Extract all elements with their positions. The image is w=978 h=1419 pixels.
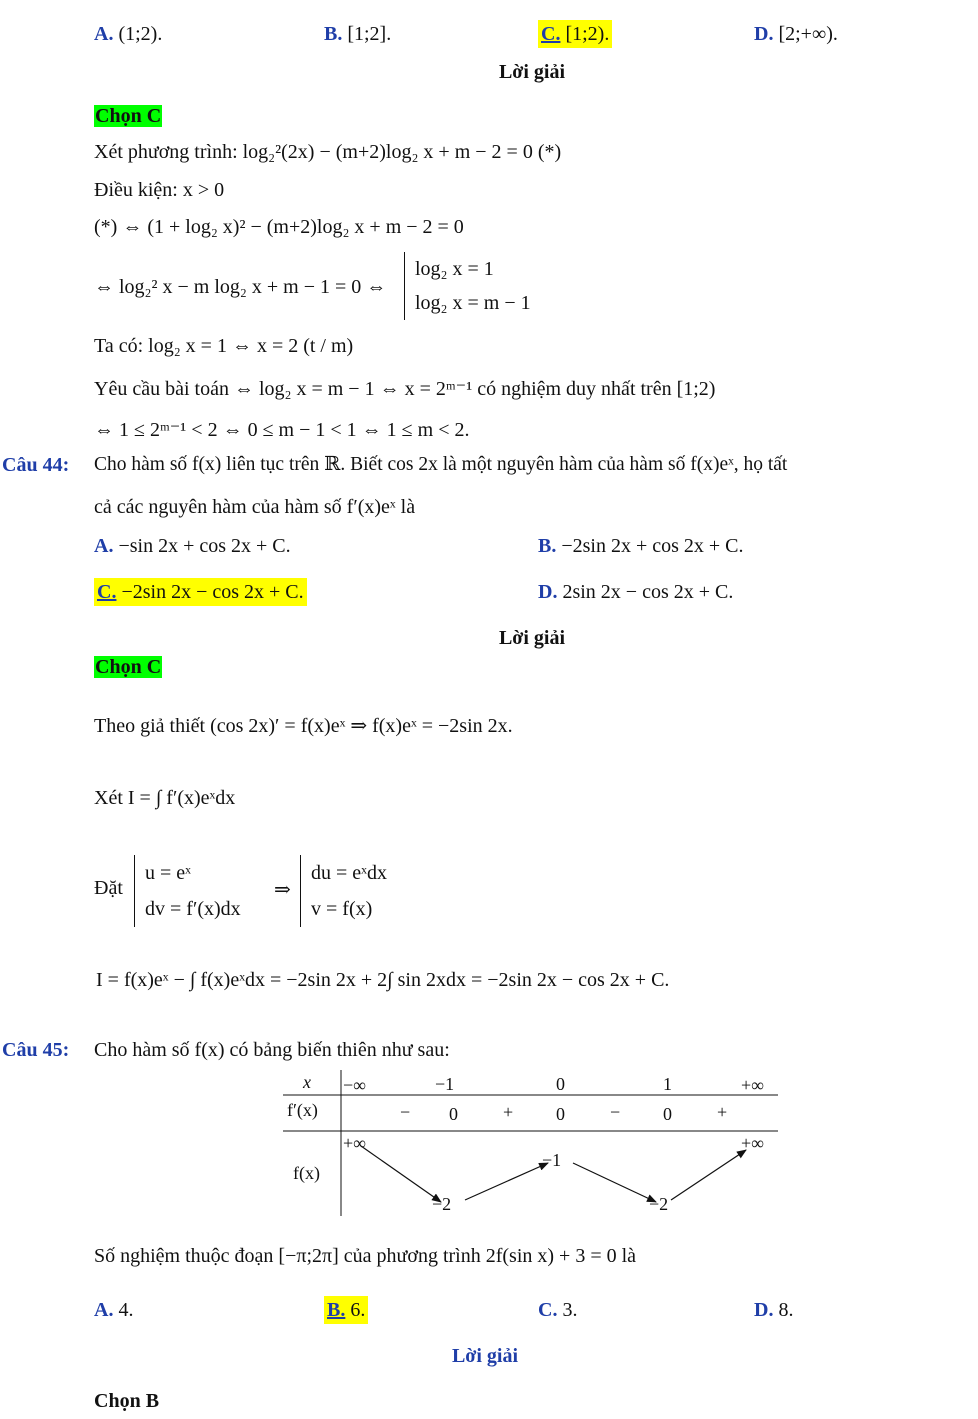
answer-text: 3. [562, 1299, 578, 1321]
q44-sys-right-2: v = f(x) [311, 898, 373, 920]
q44-sys-right-1: du = eˣdx [311, 862, 387, 884]
answer-text: [1;2]. [347, 23, 392, 45]
q43-answer-c[interactable] [538, 20, 612, 48]
answer-label: C. [538, 1299, 558, 1321]
arrow-down-2 [573, 1163, 656, 1202]
q43-case-2: log₂ x = m − 1 [415, 292, 531, 314]
q45-choice: Chọn B [94, 1390, 160, 1412]
q43-line-2: Điều kiện: x > 0 [94, 179, 225, 201]
answer-label: D. [538, 581, 558, 603]
q44-text-1: Cho hàm số f(x) liên tục trên ℝ. Biết cos 2x là một nguyên hàm của hàm số f(x)eˣ, họ tất [94, 454, 788, 475]
answer-text: 8. [778, 1299, 794, 1321]
q43-line-3: (*) ⇔ (1 + log₂ x)² − (m+2)log₂ x + m − 2 = 0 [94, 216, 464, 238]
f-val-0: +∞ [343, 1133, 366, 1153]
x-val-4: +∞ [741, 1075, 764, 1095]
q44-solution-title: Lời giải [498, 627, 566, 649]
q44-line-2: Xét I = ∫ f′(x)eˣdx [94, 787, 236, 809]
answer-text: 2sin 2x − cos 2x + C. [562, 581, 734, 603]
answer-label: D. [754, 23, 774, 45]
f-val-3: −2 [649, 1194, 669, 1214]
q44-sys-left-1: u = eˣ [145, 862, 191, 884]
fp-val-1: 0 [449, 1104, 458, 1124]
q43-answer-a[interactable] [94, 22, 162, 46]
q44-line-1: Theo giả thiết (cos 2x)′ = f(x)eˣ ⇒ f(x)eˣ = −2sin 2x. [94, 715, 513, 737]
q43-case-1: log₂ x = 1 [415, 258, 494, 280]
answer-text: [1;2). [565, 23, 610, 45]
q44-answer-d[interactable] [538, 580, 733, 604]
x-val-2: 0 [556, 1074, 565, 1094]
arrow-up-2 [671, 1150, 746, 1200]
q45-text: Cho hàm số f(x) có bảng biến thiên như sau: [94, 1039, 450, 1061]
q43-solution-title: Lời giải [498, 61, 566, 83]
arrow-up-1 [465, 1163, 548, 1200]
row-label-f: f(x) [293, 1163, 320, 1183]
fp-sign-6: + [717, 1102, 728, 1122]
fp-val-5: 0 [663, 1104, 672, 1124]
q45-answer-a[interactable] [94, 1298, 133, 1322]
q44-answer-b[interactable] [538, 534, 744, 558]
q43-line-6: Yêu cầu bài toán ⇔ log₂ x = m − 1 ⇔ x = 2ᵐ⁻¹ có nghiệm duy nhất trên [1;2) [94, 378, 716, 400]
answer-label: D. [754, 1299, 774, 1321]
fp-sign-4: − [610, 1102, 621, 1122]
answer-label: B. [538, 535, 557, 557]
answer-text: −2sin 2x − cos 2x + C. [121, 581, 304, 603]
answer-text: [2;+∞). [778, 23, 838, 45]
answer-text: (1;2). [118, 23, 163, 45]
answer-label: A. [94, 535, 114, 557]
q43-bracket-system [404, 252, 531, 320]
fp-sign-2: + [503, 1102, 514, 1122]
q44-line-final: I = f(x)eˣ − ∫ f(x)eˣdx = −2sin 2x + 2∫ sin 2xdx = −2sin 2x − cos 2x + C. [96, 969, 670, 991]
q44-choice: Chọn C [95, 656, 162, 678]
q44-system-left [134, 855, 241, 927]
answer-text: 6. [350, 1299, 366, 1321]
answer-label: A. [94, 1299, 114, 1321]
q45-question: Số nghiệm thuộc đoạn [−π;2π] của phương trình 2f(sin x) + 3 = 0 là [94, 1245, 637, 1267]
x-val-1: −1 [435, 1074, 455, 1094]
q43-answer-d[interactable] [754, 22, 838, 46]
answer-text: −2sin 2x + cos 2x + C. [561, 535, 744, 557]
f-val-2: −1 [542, 1150, 562, 1170]
answer-label: A. [94, 23, 114, 45]
q44-answer-a[interactable] [94, 534, 291, 558]
fp-val-3: 0 [556, 1104, 565, 1124]
fp-sign-0: − [400, 1102, 411, 1122]
q44-sys-left-2: dv = f′(x)dx [145, 898, 241, 920]
variation-table [283, 1070, 778, 1216]
q45-solution-title: Lời giải [451, 1345, 519, 1367]
answer-label: C. [541, 23, 561, 45]
q43-line-4: ⇔ log₂² x − m log₂ x + m − 1 = 0 ⇔ [94, 276, 387, 298]
q45-label: Câu 45: [2, 1039, 70, 1061]
arrow-down-1 [361, 1146, 441, 1202]
q45-answer-c[interactable] [538, 1298, 577, 1322]
q43-choice: Chọn C [95, 105, 162, 127]
answer-label: C. [97, 581, 117, 603]
row-label-fp: f′(x) [287, 1100, 318, 1120]
answer-label: B. [327, 1299, 346, 1321]
q43-answer-b[interactable] [324, 22, 391, 46]
answer-text: −sin 2x + cos 2x + C. [118, 535, 291, 557]
q43-line-5: Ta có: log₂ x = 1 ⇔ x = 2 (t / m) [94, 335, 354, 357]
q43-line-1: Xét phương trình: log₂²(2x) − (m+2)log₂ x + m − 2 = 0 (*) [94, 141, 562, 163]
q45-answer-b[interactable] [324, 1296, 368, 1324]
x-val-0: −∞ [343, 1075, 366, 1095]
f-val-4: +∞ [741, 1133, 764, 1153]
answer-text: 4. [118, 1299, 134, 1321]
q44-line-dat: Đặt [94, 877, 123, 899]
q44-label: Câu 44: [2, 454, 70, 476]
q44-implies: ⇒ [274, 879, 291, 901]
row-label-x: x [303, 1072, 311, 1092]
q44-answer-c[interactable] [94, 578, 307, 606]
q44-text-2: cả các nguyên hàm của hàm số f′(x)eˣ là [94, 496, 416, 518]
f-val-1: −2 [432, 1194, 452, 1214]
q45-answer-d[interactable] [754, 1298, 793, 1322]
answer-label: B. [324, 23, 343, 45]
q44-system-right [300, 855, 387, 927]
q43-line-7: ⇔ 1 ≤ 2ᵐ⁻¹ < 2 ⇔ 0 ≤ m − 1 < 1 ⇔ 1 ≤ m < 2. [94, 419, 470, 441]
x-val-3: 1 [663, 1074, 672, 1094]
